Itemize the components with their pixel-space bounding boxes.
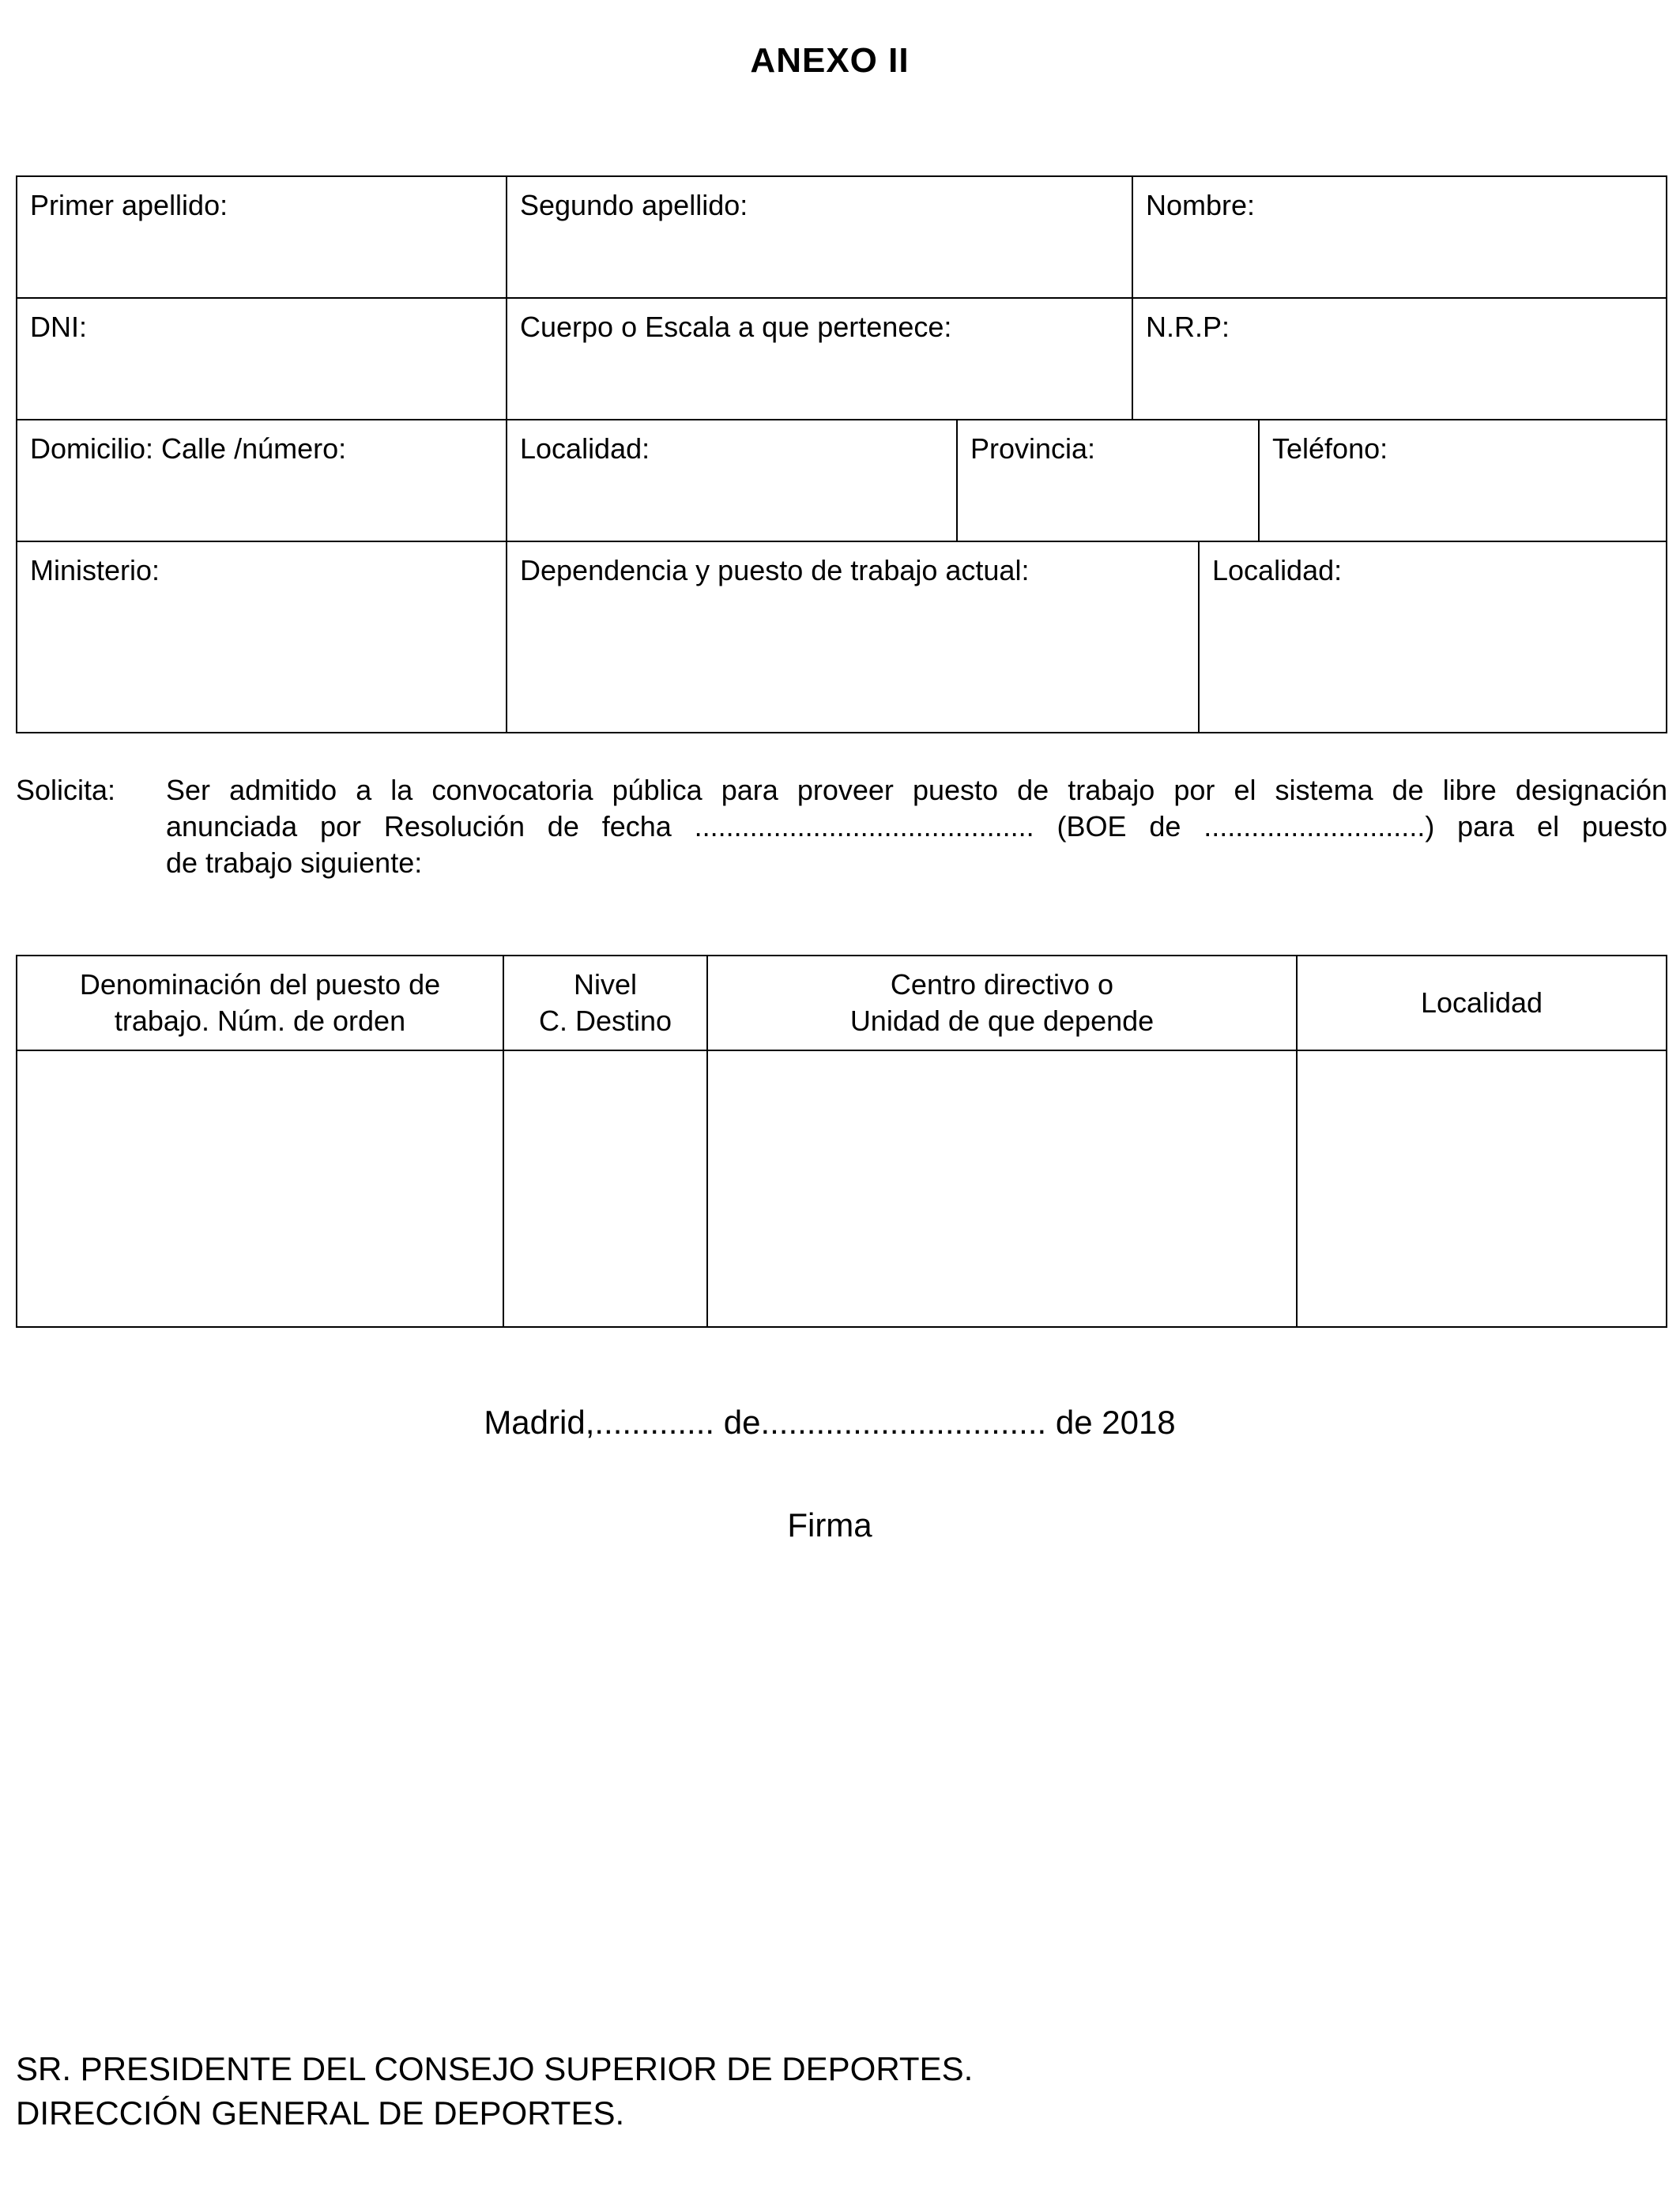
field-dependencia-puesto[interactable] <box>506 542 1198 732</box>
field-label: Ministerio: <box>30 554 160 586</box>
field-label: Localidad: <box>520 432 650 465</box>
header-line: C. Destino <box>538 1005 672 1037</box>
field-label: N.R.P: <box>1146 311 1230 343</box>
table-row <box>17 1051 1666 1326</box>
field-ministerio[interactable] <box>17 542 506 732</box>
header-line: Denominación del puesto de <box>79 968 441 1001</box>
field-label: Teléfono: <box>1272 432 1388 465</box>
header-line: Localidad <box>1420 986 1543 1019</box>
field-segundo-apellido[interactable] <box>506 177 1132 297</box>
field-primer-apellido[interactable] <box>17 177 506 297</box>
field-label: Cuerpo o Escala a que pertenece: <box>520 311 952 343</box>
header-line: Nivel <box>573 968 637 1001</box>
addressee-line: DIRECCIÓN GENERAL DE DEPORTES. <box>16 2094 625 2132</box>
personal-data-form <box>16 175 1667 733</box>
place-date-line: Madrid,............. de............................... de 2018 <box>484 1404 1176 1441</box>
field-provincia[interactable] <box>956 420 1258 541</box>
form-row-id <box>17 299 1666 420</box>
addressee-block <box>16 2047 973 2136</box>
field-label: Primer apellido: <box>30 189 228 221</box>
solicita-line: Ser admitido a la convocatoria pública para proveer puesto de trabajo por el sistema de libre designación <box>166 774 1667 806</box>
solicita-line: anunciada por Resolución de fecha ........................................... (BOE de ............................) para el puesto <box>166 810 1667 843</box>
field-cuerpo-escala[interactable] <box>506 299 1132 419</box>
header-line: trabajo. Núm. de orden <box>114 1005 406 1037</box>
form-row-address <box>17 420 1666 542</box>
field-localidad-trabajo[interactable] <box>1198 542 1666 732</box>
field-dni[interactable] <box>17 299 506 419</box>
page-title: ANEXO II <box>750 41 910 80</box>
field-nombre[interactable] <box>1132 177 1666 297</box>
form-row-job <box>17 542 1666 732</box>
field-localidad[interactable] <box>506 420 956 541</box>
field-label: Dependencia y puesto de trabajo actual: <box>520 554 1030 586</box>
positions-table <box>16 955 1667 1328</box>
field-domicilio[interactable] <box>17 420 506 541</box>
solicita-paragraph <box>166 772 1667 881</box>
header-denominacion <box>17 956 503 1050</box>
header-localidad <box>1296 956 1666 1050</box>
solicita-line: de trabajo siguiente: <box>166 846 423 879</box>
field-label: DNI: <box>30 311 87 343</box>
solicita-label: Solicita: <box>16 774 116 806</box>
signature-label: Firma <box>787 1506 872 1544</box>
addressee-line: SR. PRESIDENTE DEL CONSEJO SUPERIOR DE DEPORTES. <box>16 2050 974 2087</box>
field-label: Provincia: <box>970 432 1096 465</box>
form-row-name <box>17 177 1666 299</box>
field-label: Nombre: <box>1146 189 1256 221</box>
field-label: Segundo apellido: <box>520 189 748 221</box>
field-telefono[interactable] <box>1258 420 1666 541</box>
header-line: Unidad de que depende <box>849 1005 1155 1037</box>
field-label: Domicilio: Calle /número: <box>30 432 347 465</box>
table-header-row <box>17 956 1666 1051</box>
cell-nivel[interactable] <box>503 1051 706 1326</box>
field-label: Localidad: <box>1212 554 1343 586</box>
header-centro-directivo <box>706 956 1296 1050</box>
field-nrp[interactable] <box>1132 299 1666 419</box>
cell-denominacion[interactable] <box>17 1051 503 1326</box>
header-line: Centro directivo o <box>890 968 1114 1001</box>
header-nivel <box>503 956 706 1050</box>
cell-localidad[interactable] <box>1296 1051 1666 1326</box>
cell-centro-directivo[interactable] <box>706 1051 1296 1326</box>
